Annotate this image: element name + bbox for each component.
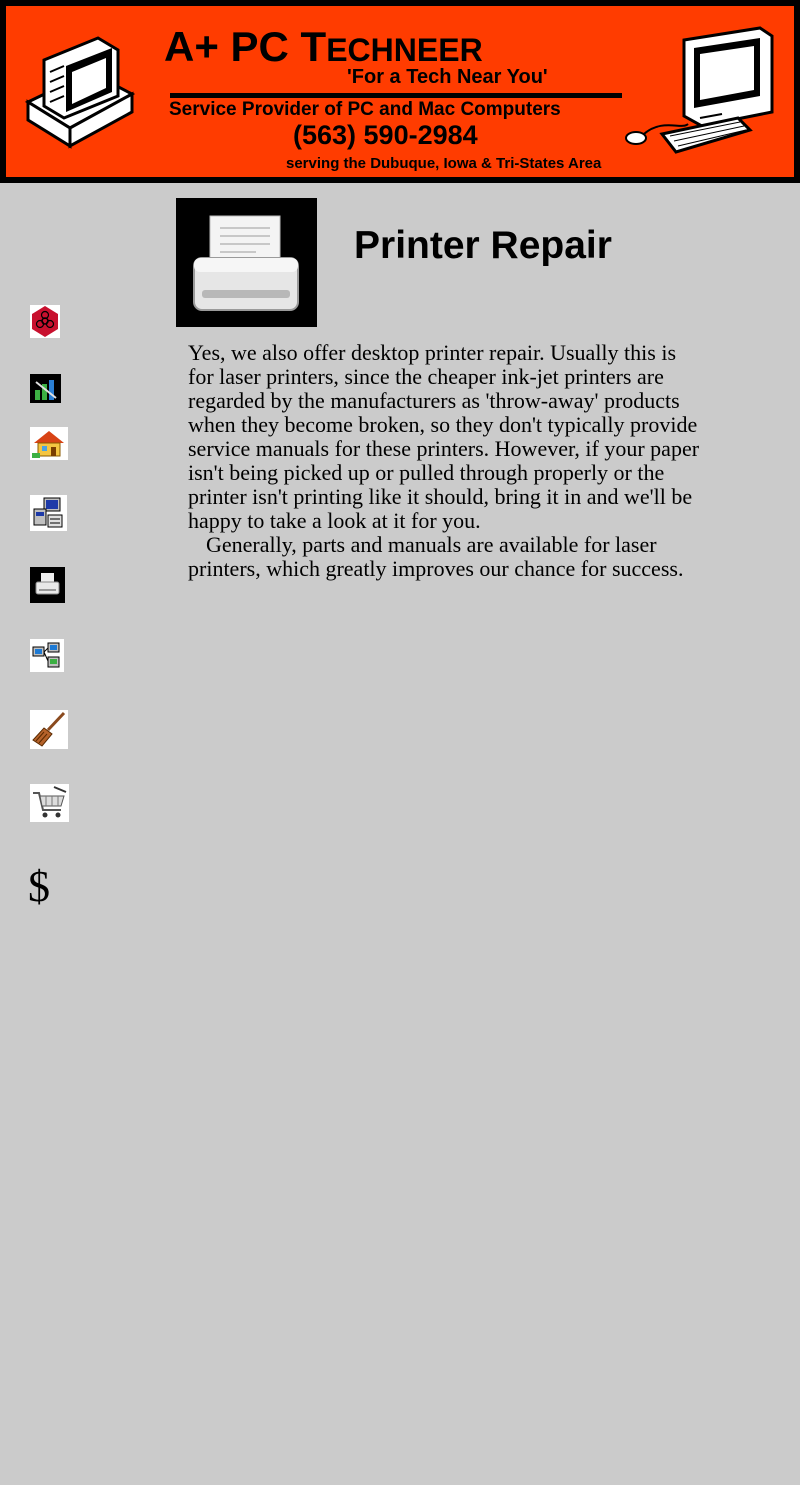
service-area: serving the Dubuque, Iowa & Tri-States Area <box>286 155 602 172</box>
biohazard-icon[interactable] <box>30 305 60 338</box>
brand-rest: ECHNEER <box>326 32 483 68</box>
page-title: Printer Repair <box>354 224 612 267</box>
home-icon[interactable] <box>30 427 68 460</box>
service-line: Service Provider of PC and Mac Computers <box>169 99 561 120</box>
article-paragraph-1: Yes, we also offer desktop printer repair. Usually this is for laser printers, since the cheaper ink-jet printers are regarded by the manufacturers as 'throw-away' products when they become broken, so they don't typically provide service manuals for these printers. However, if your paper isn't being picked up or pulled through properly or the printer isn't printing like it should, bring it in and we'll be happy to take a look at it for you. <box>188 340 700 533</box>
computer-setup-icon[interactable] <box>30 495 67 531</box>
pricing-link[interactable]: $ <box>28 862 50 911</box>
mac-computer-icon <box>622 22 778 168</box>
printer-icon[interactable] <box>30 567 65 603</box>
brand-prefix: A+ PC T <box>164 23 327 70</box>
network-icon[interactable] <box>30 639 64 672</box>
article-body <box>188 341 703 581</box>
printer-hero-icon <box>176 198 317 327</box>
article-paragraph-2: Generally, parts and manuals are available for laser printers, which greatly improves our chance for success. <box>188 532 684 581</box>
shopping-cart-icon[interactable] <box>30 784 69 822</box>
header-divider <box>170 93 622 98</box>
pc-tower-icon <box>20 32 138 150</box>
broom-icon[interactable] <box>30 710 68 749</box>
chart-icon[interactable] <box>30 374 61 403</box>
tagline: 'For a Tech Near You' <box>347 66 548 88</box>
phone-number: (563) 590-2984 <box>293 120 478 150</box>
